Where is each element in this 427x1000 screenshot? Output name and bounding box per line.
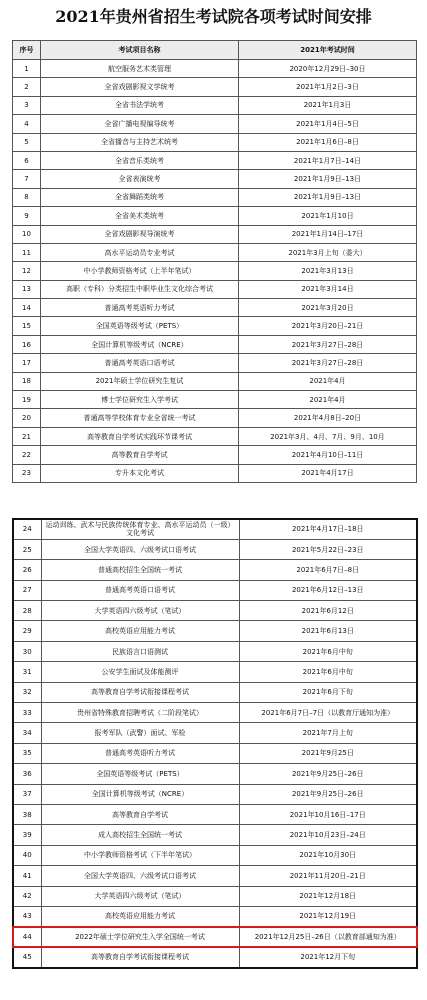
highlighted-row <box>13 927 417 947</box>
table-row <box>13 866 417 886</box>
exam-time: 2021年10月16日–17日 <box>239 804 417 824</box>
row-number: 15 <box>13 317 41 335</box>
table-row <box>13 641 417 661</box>
row-number: 11 <box>13 243 41 261</box>
table-row <box>13 906 417 926</box>
row-number: 12 <box>13 262 41 280</box>
exam-name: 大学英语四六级考试（笔试） <box>41 601 239 621</box>
exam-time: 2021年3月14日 <box>239 280 417 298</box>
row-number: 10 <box>13 225 41 243</box>
exam-time: 2021年12月18日 <box>239 886 417 906</box>
table-row <box>13 188 417 206</box>
row-number: 1 <box>13 60 41 78</box>
exam-time: 2021年1月2日–3日 <box>239 78 417 96</box>
exam-name: 贵州省特殊教育招聘考试（二阶段笔试） <box>41 703 239 723</box>
table-row <box>13 845 417 865</box>
exam-name: 专升本文化考试 <box>41 464 239 482</box>
row-number: 9 <box>13 207 41 225</box>
exam-time: 2021年6月13日 <box>239 621 417 641</box>
exam-name: 高等教育自学考试 <box>41 446 239 464</box>
row-number: 37 <box>13 784 41 804</box>
exam-time: 2021年6月12日 <box>239 601 417 621</box>
exam-time: 2021年1月9日–13日 <box>239 170 417 188</box>
table-row <box>13 464 417 482</box>
exam-name: 全国计算机等级考试（NCRE） <box>41 335 239 353</box>
exam-time: 2021年6月中旬 <box>239 662 417 682</box>
row-number: 2 <box>13 78 41 96</box>
exam-time: 2021年10月23日–24日 <box>239 825 417 845</box>
exam-name: 全省音乐类统考 <box>41 151 239 169</box>
row-number: 42 <box>13 886 41 906</box>
table-row <box>13 621 417 641</box>
exam-time: 2021年1月6日–8日 <box>239 133 417 151</box>
table-row <box>13 115 417 133</box>
exam-name: 普通高考英语口语考试 <box>41 580 239 600</box>
page-title: 2021年贵州省招生考试院各项考试时间安排 <box>55 7 372 26</box>
row-number: 21 <box>13 427 41 445</box>
row-number: 14 <box>13 299 41 317</box>
exam-name: 中小学教师资格考试（上半年笔试） <box>41 262 239 280</box>
row-number: 6 <box>13 151 41 169</box>
table-row <box>13 354 417 372</box>
row-number: 39 <box>13 825 41 845</box>
exam-name: 高校英语应用能力考试 <box>41 906 239 926</box>
table-row <box>13 60 417 78</box>
schedule-table-part-1 <box>12 40 417 483</box>
exam-time: 2021年12月19日 <box>239 906 417 926</box>
exam-name: 全省舞蹈类统考 <box>41 188 239 206</box>
row-number: 16 <box>13 335 41 353</box>
table-row <box>13 519 417 539</box>
exam-time: 2021年1月3日 <box>239 96 417 114</box>
row-number: 45 <box>13 947 41 967</box>
exam-time: 2021年3月27日–28日 <box>239 354 417 372</box>
exam-name: 航空服务艺术类管理 <box>41 60 239 78</box>
exam-name: 全省书法学统考 <box>41 96 239 114</box>
table-row <box>13 78 417 96</box>
schedule-table-part-2 <box>12 518 418 969</box>
exam-time: 2021年6月7日–7日（以教育厅通知为准） <box>239 703 417 723</box>
table-row <box>13 784 417 804</box>
exam-time: 2021年1月4日–5日 <box>239 115 417 133</box>
row-number: 17 <box>13 354 41 372</box>
table-row <box>13 580 417 600</box>
exam-name: 全省戏剧影视导演统考 <box>41 225 239 243</box>
table-row <box>13 601 417 621</box>
table-row <box>13 151 417 169</box>
exam-name: 普通高校招生全国统一考试 <box>41 560 239 580</box>
exam-name: 全国大学英语四、六级考试口语考试 <box>41 539 239 559</box>
exam-name: 普通高考英语听力考试 <box>41 299 239 317</box>
table-row <box>13 391 417 409</box>
row-number: 19 <box>13 391 41 409</box>
exam-time: 2021年4月17日 <box>239 464 417 482</box>
row-number: 40 <box>13 845 41 865</box>
exam-name: 公安学生面试及体能测评 <box>41 662 239 682</box>
exam-time: 2021年10月30日 <box>239 845 417 865</box>
table-row <box>13 560 417 580</box>
exam-time: 2021年1月7日–14日 <box>239 151 417 169</box>
header-time: 2021年考试时间 <box>239 41 417 60</box>
table-row <box>13 427 417 445</box>
row-number: 33 <box>13 703 41 723</box>
table-row <box>13 133 417 151</box>
exam-time: 2021年4月17日–18日 <box>239 519 417 539</box>
exam-time: 2021年1月9日–13日 <box>239 188 417 206</box>
exam-time: 2021年4月 <box>239 372 417 390</box>
exam-name: 全国英语等级考试（PETS） <box>41 764 239 784</box>
row-number: 35 <box>13 743 41 763</box>
table-row <box>13 170 417 188</box>
table-row <box>13 207 417 225</box>
table-row <box>13 280 417 298</box>
exam-time: 2021年9月25日 <box>239 743 417 763</box>
exam-time: 2021年3月20日 <box>239 299 417 317</box>
exam-name: 高等教育自学考试衔接课程考试 <box>41 947 239 967</box>
exam-time: 2021年3月、4月、7月、9月、10月 <box>239 427 417 445</box>
table-row <box>13 317 417 335</box>
table-row <box>13 804 417 824</box>
row-number: 24 <box>13 519 41 539</box>
row-number: 34 <box>13 723 41 743</box>
row-number: 22 <box>13 446 41 464</box>
exam-time: 2021年5月22日–23日 <box>239 539 417 559</box>
exam-name: 高职（专科）分类招生中职毕业生文化综合考试 <box>41 280 239 298</box>
row-number: 20 <box>13 409 41 427</box>
exam-time: 2021年1月10日 <box>239 207 417 225</box>
row-number: 7 <box>13 170 41 188</box>
row-number: 41 <box>13 866 41 886</box>
exam-name: 普通高考英语口语考试 <box>41 354 239 372</box>
exam-name: 全省播音与主持艺术统考 <box>41 133 239 151</box>
row-number: 38 <box>13 804 41 824</box>
exam-name: 成人高校招生全国统一考试 <box>41 825 239 845</box>
header-num: 序号 <box>13 41 41 60</box>
row-number: 28 <box>13 601 41 621</box>
table-row <box>13 743 417 763</box>
exam-time: 2021年6月7日–8日 <box>239 560 417 580</box>
row-number: 18 <box>13 372 41 390</box>
table-row <box>13 225 417 243</box>
exam-name: 2021年硕士学位研究生复试 <box>41 372 239 390</box>
exam-name: 高等教育自学考试衔接课程考试 <box>41 682 239 702</box>
exam-name: 中小学教师资格考试（下半年笔试） <box>41 845 239 865</box>
exam-name: 高水平运动员专业考试 <box>41 243 239 261</box>
table-header-row <box>13 41 417 60</box>
row-number: 44 <box>13 927 41 947</box>
row-number: 13 <box>13 280 41 298</box>
table-row <box>13 372 417 390</box>
table-row <box>13 243 417 261</box>
header-name: 考试项目名称 <box>41 41 239 60</box>
exam-name: 民族语言口语测试 <box>41 641 239 661</box>
row-number: 3 <box>13 96 41 114</box>
row-number: 27 <box>13 580 41 600</box>
exam-name: 全省广播电视编导统考 <box>41 115 239 133</box>
row-number: 32 <box>13 682 41 702</box>
row-number: 25 <box>13 539 41 559</box>
exam-time: 2020年12月29日–30日 <box>239 60 417 78</box>
exam-time: 2021年6月下旬 <box>239 682 417 702</box>
row-number: 36 <box>13 764 41 784</box>
exam-time: 2021年3月上旬（委大） <box>239 243 417 261</box>
exam-time: 2021年6月中旬 <box>239 641 417 661</box>
exam-time: 2021年11月20日–21日 <box>239 866 417 886</box>
exam-name: 高等教育自学考试 <box>41 804 239 824</box>
exam-name: 高等教育自学考试实践环节课考试 <box>41 427 239 445</box>
table-row <box>13 262 417 280</box>
exam-time: 2021年1月14日–17日 <box>239 225 417 243</box>
row-number: 29 <box>13 621 41 641</box>
exam-name: 普通高等学校体育专业全省统一考试 <box>41 409 239 427</box>
exam-time: 2021年4月10日–11日 <box>239 446 417 464</box>
exam-name: 运动训练、武术与民族传统体育专业、高水平运动员（一级）文化考试 <box>41 519 239 539</box>
table-row <box>13 703 417 723</box>
row-number: 30 <box>13 641 41 661</box>
exam-name: 全省表演统考 <box>41 170 239 188</box>
exam-time: 2021年9月25日–26日 <box>239 784 417 804</box>
exam-name: 2022年硕士学位研究生入学全国统一考试 <box>41 927 239 947</box>
table-row <box>13 723 417 743</box>
row-number: 26 <box>13 560 41 580</box>
table-row <box>13 947 417 967</box>
exam-time: 2021年12月25日–26日（以教育部通知为准） <box>239 927 417 947</box>
exam-time: 2021年9月25日–26日 <box>239 764 417 784</box>
exam-time: 2021年4月8日–20日 <box>239 409 417 427</box>
table-row <box>13 539 417 559</box>
table-row <box>13 825 417 845</box>
exam-name: 全省戏剧影视文学统考 <box>41 78 239 96</box>
exam-name: 全省美术类统考 <box>41 207 239 225</box>
exam-name: 普通高考英语听力考试 <box>41 743 239 763</box>
row-number: 43 <box>13 906 41 926</box>
exam-time: 2021年3月20日–21日 <box>239 317 417 335</box>
row-number: 31 <box>13 662 41 682</box>
exam-name: 博士学位研究生入学考试 <box>41 391 239 409</box>
exam-name: 报考军队（武警）面试、军检 <box>41 723 239 743</box>
table-row <box>13 886 417 906</box>
exam-name: 全国计算机等级考试（NCRE） <box>41 784 239 804</box>
exam-time: 2021年12月下旬 <box>239 947 417 967</box>
exam-name: 全国大学英语四、六级考试口语考试 <box>41 866 239 886</box>
exam-name: 高校英语应用能力考试 <box>41 621 239 641</box>
table-row <box>13 409 417 427</box>
row-number: 23 <box>13 464 41 482</box>
table-row <box>13 335 417 353</box>
exam-name: 全国英语等级考试（PETS） <box>41 317 239 335</box>
exam-time: 2021年3月27日–28日 <box>239 335 417 353</box>
table-row <box>13 662 417 682</box>
row-number: 8 <box>13 188 41 206</box>
table-row <box>13 764 417 784</box>
table-row <box>13 299 417 317</box>
table-row <box>13 682 417 702</box>
exam-time: 2021年4月 <box>239 391 417 409</box>
exam-name: 大学英语四六级考试（笔试） <box>41 886 239 906</box>
table-row <box>13 446 417 464</box>
table-row <box>13 96 417 114</box>
row-number: 4 <box>13 115 41 133</box>
exam-time: 2021年6月12日–13日 <box>239 580 417 600</box>
row-number: 5 <box>13 133 41 151</box>
exam-time: 2021年7月上旬 <box>239 723 417 743</box>
exam-time: 2021年3月13日 <box>239 262 417 280</box>
